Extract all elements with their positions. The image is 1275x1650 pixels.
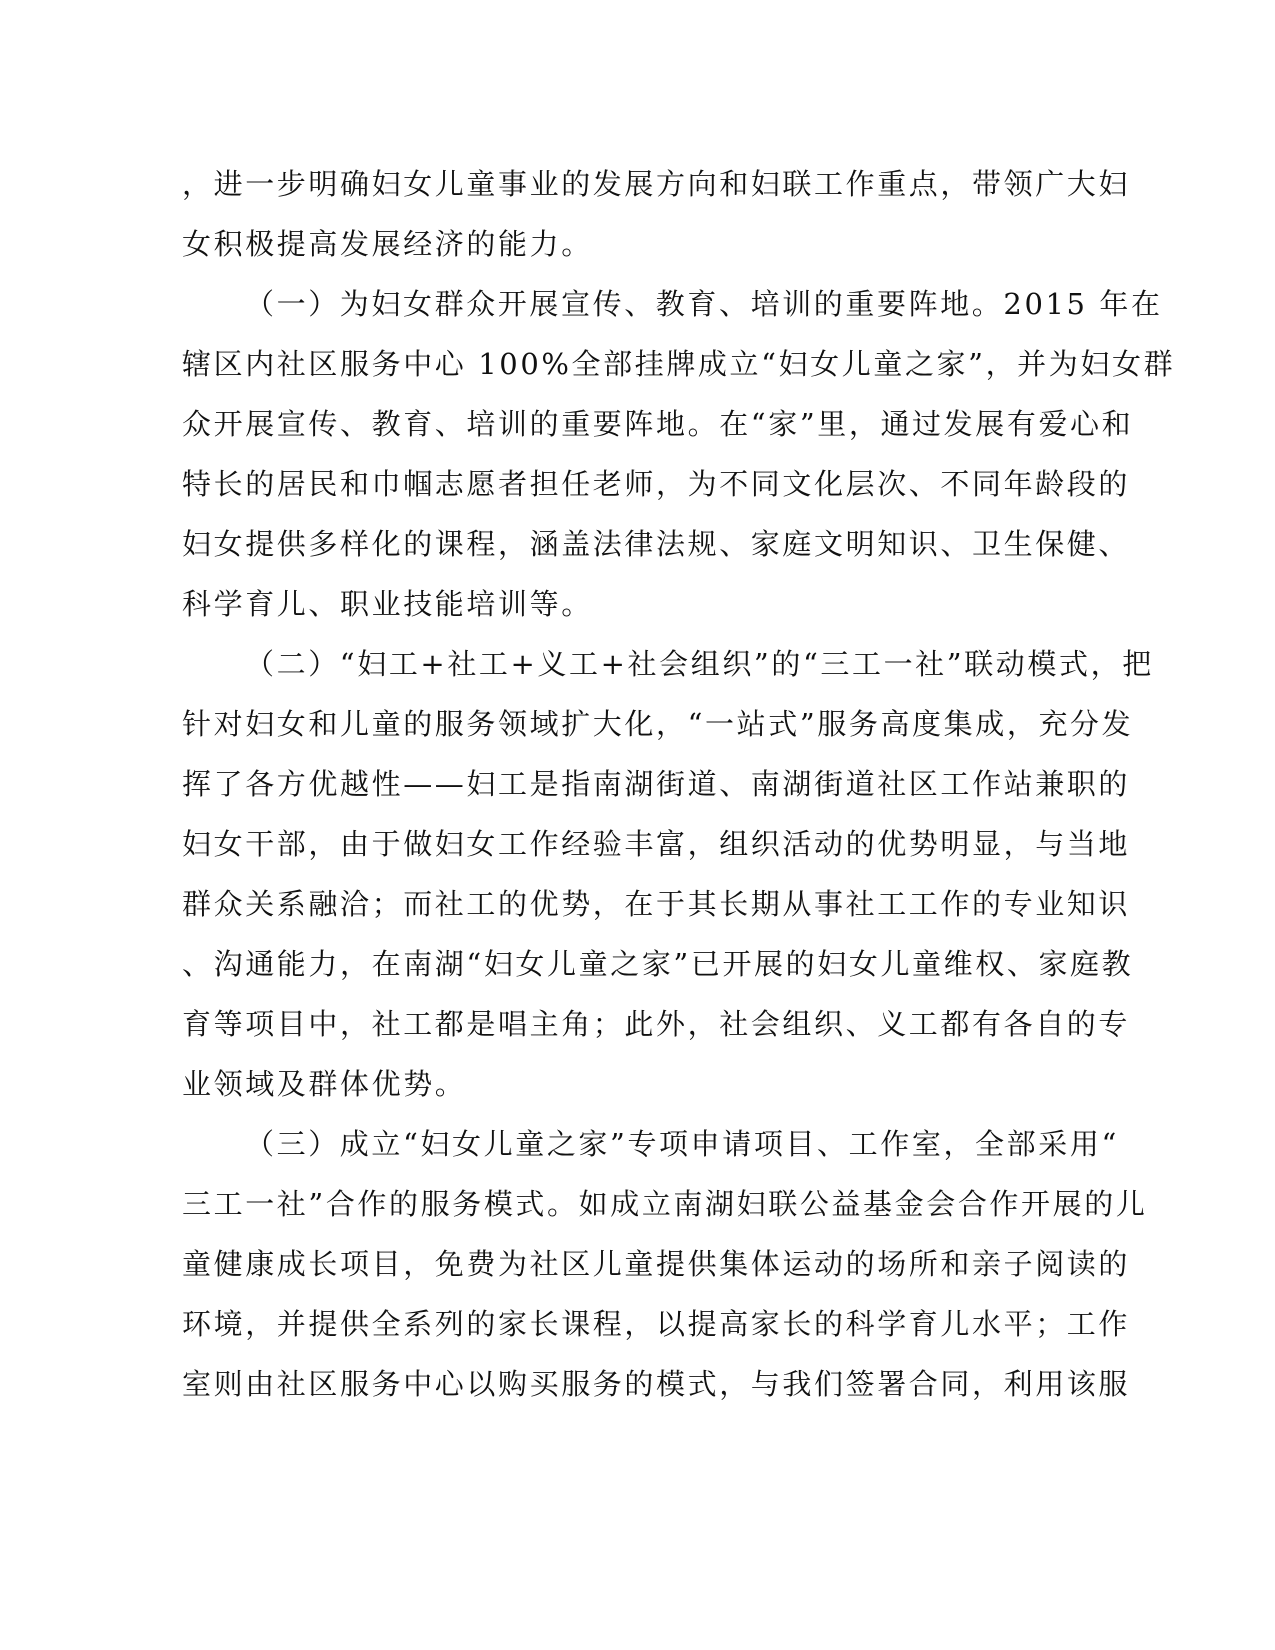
text-line: 环境，并提供全系列的家长课程，以提高家长的科学育儿水平；工作 <box>182 1307 1131 1341</box>
text-line: 挥了各方优越性——妇工是指南湖街道、南湖街道社区工作站兼职的 <box>182 767 1131 801</box>
text-line: 针对妇女和儿童的服务领域扩大化，“一站式”服务高度集成，充分发 <box>182 707 1134 741</box>
text-line: （三）成立“妇女儿童之家”专项申请项目、工作室，全部采用“ <box>245 1127 1119 1161</box>
text-line: 妇女干部，由于做妇女工作经验丰富，组织活动的优势明显，与当地 <box>182 827 1131 861</box>
text-line: 辖区内社区服务中心 100%全部挂牌成立“妇女儿童之家”，并为妇女群 <box>182 347 1176 381</box>
text-line: ，进一步明确妇女儿童事业的发展方向和妇联工作重点，带领广大妇 <box>182 167 1131 201</box>
text-line: 女积极提高发展经济的能力。 <box>182 227 593 261</box>
text-line: （二）“妇工+社工+义工+社会组织”的“三工一社”联动模式，把 <box>245 647 1154 681</box>
text-line: 育等项目中，社工都是唱主角；此外，社会组织、义工都有各自的专 <box>182 1007 1131 1041</box>
text-line: 、沟通能力，在南湖“妇女儿童之家”已开展的妇女儿童维权、家庭教 <box>182 947 1134 981</box>
text-line: 室则由社区服务中心以购买服务的模式，与我们签署合同，利用该服 <box>182 1367 1131 1401</box>
text-line: 科学育儿、职业技能培训等。 <box>182 587 593 621</box>
text-line: 童健康成长项目，免费为社区儿童提供集体运动的场所和亲子阅读的 <box>182 1247 1131 1281</box>
text-line: 众开展宣传、教育、培训的重要阵地。在“家”里，通过发展有爱心和 <box>182 407 1134 441</box>
text-line: 三工一社”合作的服务模式。如成立南湖妇联公益基金会合作开展的儿 <box>182 1187 1148 1221</box>
text-line: 业领域及群体优势。 <box>182 1067 467 1101</box>
text-line: 妇女提供多样化的课程，涵盖法律法规、家庭文明知识、卫生保健、 <box>182 527 1131 561</box>
text-line: （一）为妇女群众开展宣传、教育、培训的重要阵地。2015 年在 <box>245 287 1163 321</box>
text-line: 群众关系融洽；而社工的优势，在于其长期从事社工工作的专业知识 <box>182 887 1131 921</box>
text-line: 特长的居民和巾帼志愿者担任老师，为不同文化层次、不同年龄段的 <box>182 467 1131 501</box>
